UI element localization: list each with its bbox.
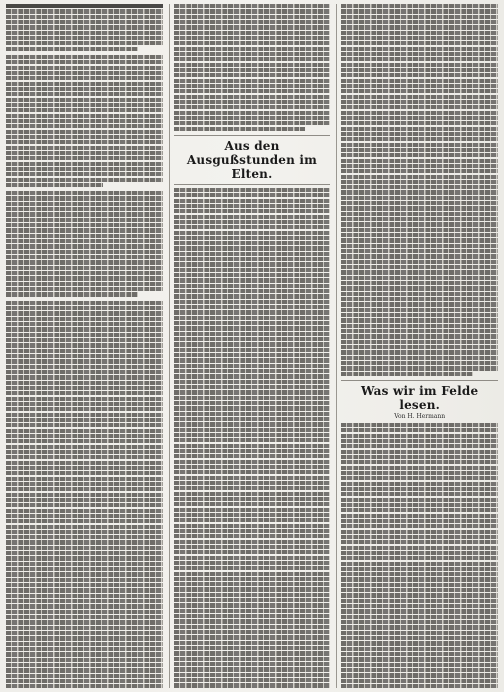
- article-heading-2: Was wir im Felde lesen.: [361, 383, 479, 412]
- divider: [174, 184, 331, 185]
- column-3-text-top: [341, 4, 498, 377]
- column-3: [336, 4, 498, 688]
- column-1: [6, 4, 163, 688]
- column-2-text-bottom: [174, 188, 331, 688]
- column-2: [169, 4, 331, 688]
- divider: [341, 380, 498, 381]
- article-byline-2: Von H. Hermann: [394, 412, 446, 420]
- article-heading-1: Aus den Ausgußstunden im Elten.: [186, 138, 318, 181]
- column-3-text-bottom: [341, 423, 498, 688]
- column-2-text-top: [174, 4, 331, 132]
- divider: [174, 135, 331, 136]
- column-1-text: [6, 4, 163, 688]
